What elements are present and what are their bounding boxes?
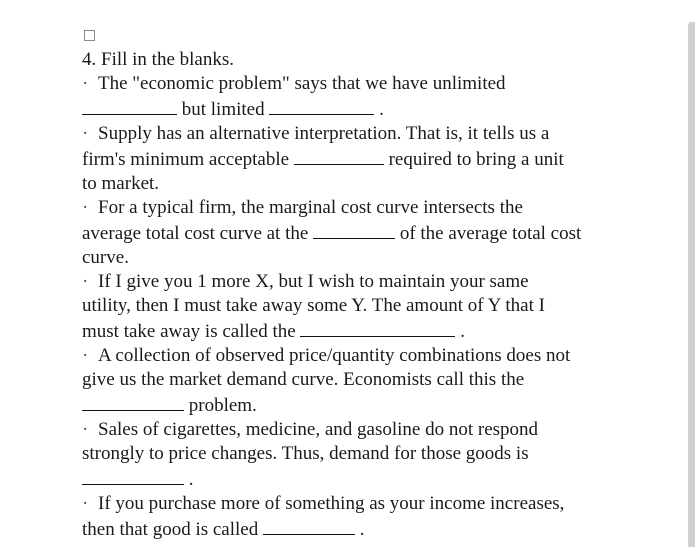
scrollbar[interactable]: [688, 22, 695, 547]
blank-item-2: · Supply has an alternative interpretation. That is, it tells us a: [82, 123, 550, 144]
question-body: 4. Fill in the blanks. · The "economic problem" says that we have unlimited but limited . · Supply has an alternative interpretation. That is, it tells us a firm's minimum acceptable required to bring a unit to market. · For a typical firm, the marginal cost curve intersects the average total cost curve at the of the average total cost curve. · If I give you 1 more X, but I wish to maintain your same utility, then I must take away some Y. The amount of Y that I must take away is called the . · A collection of observed price/quantity combinations does not give us the market demand curve. Economists call this the problem. · Sales of cigarettes, medicine, and gasoline do not respond strongly to price changes. Thus, demand for those goods is . · If you purchase more of something as your income increases, then that good is called .: [82, 48, 642, 542]
bullet-icon: ·: [82, 73, 89, 94]
blank-item-5: · A collection of observed price/quantity combinations does not: [82, 345, 571, 366]
blank-field-1a[interactable]: [82, 96, 177, 115]
bullet-icon: ·: [82, 123, 89, 144]
blank-field-7[interactable]: [263, 516, 355, 535]
blank-item-4: · If I give you 1 more X, but I wish to maintain your same: [82, 271, 529, 292]
question-checkbox[interactable]: [84, 30, 95, 41]
bullet-icon: ·: [82, 419, 89, 440]
bullet-icon: ·: [82, 197, 89, 218]
bullet-icon: ·: [82, 271, 89, 292]
blank-item-3: · For a typical firm, the marginal cost curve intersects the: [82, 197, 523, 218]
blank-item-6: · Sales of cigarettes, medicine, and gasoline do not respond: [82, 419, 539, 440]
bullet-icon: ·: [82, 493, 89, 514]
blank-field-4[interactable]: [300, 318, 455, 337]
bullet-icon: ·: [82, 345, 89, 366]
blank-item-7: · If you purchase more of something as your income increases,: [82, 493, 565, 514]
blank-field-5[interactable]: [82, 392, 184, 411]
blank-field-3[interactable]: [313, 220, 395, 239]
blank-item-1: · The "economic problem" says that we have unlimited: [82, 73, 506, 94]
blank-field-2[interactable]: [294, 146, 384, 165]
blank-field-1b[interactable]: [269, 96, 374, 115]
question-heading: 4. Fill in the blanks.: [82, 49, 234, 70]
blank-field-6[interactable]: [82, 466, 184, 485]
